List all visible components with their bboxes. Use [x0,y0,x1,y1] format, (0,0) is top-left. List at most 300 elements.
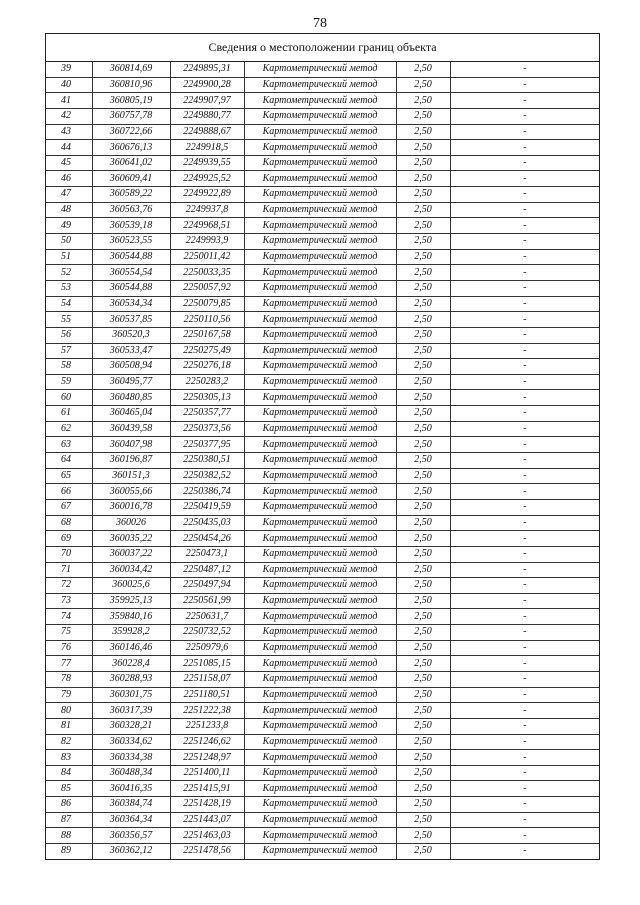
accuracy-cell: 2,50 [396,531,450,547]
table-row [46,343,599,359]
x-coordinate-cell: 360034,42 [92,562,170,578]
point-number-cell: 46 [46,171,92,187]
accuracy-cell: 2,50 [396,234,450,250]
table-row [46,453,599,469]
y-coordinate-cell: 2249907,97 [170,93,244,109]
table-row [46,468,599,484]
accuracy-cell: 2,50 [396,265,450,281]
accuracy-cell: 2,50 [396,62,450,77]
table-row [46,515,599,531]
method-cell: Картометрический метод [244,437,396,453]
description-cell: - [450,406,599,422]
point-number-cell: 48 [46,202,92,218]
method-cell: Картометрический метод [244,562,396,578]
accuracy-cell: 2,50 [396,499,450,515]
y-coordinate-cell: 2250487,12 [170,562,244,578]
table-row [46,296,599,312]
description-cell: - [450,718,599,734]
table-row [46,765,599,781]
x-coordinate-cell: 360563,76 [92,202,170,218]
description-cell: - [450,453,599,469]
description-cell: - [450,108,599,124]
description-cell: - [450,93,599,109]
point-number-cell: 47 [46,187,92,203]
y-coordinate-cell: 2249968,51 [170,218,244,234]
table-row [46,124,599,140]
accuracy-cell: 2,50 [396,671,450,687]
x-coordinate-cell: 360362,12 [92,844,170,859]
method-cell: Картометрический метод [244,234,396,250]
table-row [46,437,599,453]
table-row [46,108,599,124]
accuracy-cell: 2,50 [396,187,450,203]
method-cell: Картометрический метод [244,62,396,77]
point-number-cell: 68 [46,515,92,531]
x-coordinate-cell: 359840,16 [92,609,170,625]
table-heading: Сведения о местоположении границ объекта [46,34,599,62]
x-coordinate-cell: 360520,3 [92,327,170,343]
description-cell: - [450,828,599,844]
accuracy-cell: 2,50 [396,484,450,500]
point-number-cell: 76 [46,640,92,656]
y-coordinate-cell: 2250110,56 [170,312,244,328]
description-cell: - [450,343,599,359]
accuracy-cell: 2,50 [396,296,450,312]
description-cell: - [450,468,599,484]
y-coordinate-cell: 2251233,8 [170,718,244,734]
description-cell: - [450,484,599,500]
x-coordinate-cell: 360480,85 [92,390,170,406]
y-coordinate-cell: 2250454,26 [170,531,244,547]
description-cell: - [450,312,599,328]
table-row [46,844,599,859]
y-coordinate-cell: 2250386,74 [170,484,244,500]
y-coordinate-cell: 2249937,8 [170,202,244,218]
x-coordinate-cell: 360407,98 [92,437,170,453]
y-coordinate-cell: 2249993,9 [170,234,244,250]
accuracy-cell: 2,50 [396,656,450,672]
method-cell: Картометрический метод [244,844,396,859]
method-cell: Картометрический метод [244,421,396,437]
table-body [46,62,599,859]
accuracy-cell: 2,50 [396,374,450,390]
table-row [46,171,599,187]
table-row [46,671,599,687]
method-cell: Картометрический метод [244,656,396,672]
accuracy-cell: 2,50 [396,797,450,813]
accuracy-cell: 2,50 [396,718,450,734]
y-coordinate-cell: 2249880,77 [170,108,244,124]
y-coordinate-cell: 2250276,18 [170,359,244,375]
method-cell: Картометрический метод [244,312,396,328]
accuracy-cell: 2,50 [396,828,450,844]
point-number-cell: 72 [46,578,92,594]
point-number-cell: 89 [46,844,92,859]
description-cell: - [450,640,599,656]
accuracy-cell: 2,50 [396,593,450,609]
point-number-cell: 66 [46,484,92,500]
point-number-cell: 65 [46,468,92,484]
table-row [46,812,599,828]
y-coordinate-cell: 2251085,15 [170,656,244,672]
x-coordinate-cell: 360544,88 [92,249,170,265]
table-row [46,797,599,813]
description-cell: - [450,593,599,609]
y-coordinate-cell: 2249925,52 [170,171,244,187]
method-cell: Картометрический метод [244,468,396,484]
accuracy-cell: 2,50 [396,359,450,375]
point-number-cell: 61 [46,406,92,422]
method-cell: Картометрический метод [244,531,396,547]
accuracy-cell: 2,50 [396,77,450,93]
accuracy-cell: 2,50 [396,343,450,359]
method-cell: Картометрический метод [244,343,396,359]
table-row [46,374,599,390]
accuracy-cell: 2,50 [396,140,450,156]
y-coordinate-cell: 2250732,52 [170,625,244,641]
point-number-cell: 55 [46,312,92,328]
y-coordinate-cell: 2251400,11 [170,765,244,781]
y-coordinate-cell: 2250979,6 [170,640,244,656]
y-coordinate-cell: 2251478,56 [170,844,244,859]
x-coordinate-cell: 360356,57 [92,828,170,844]
y-coordinate-cell: 2250079,85 [170,296,244,312]
description-cell: - [450,531,599,547]
x-coordinate-cell: 360533,47 [92,343,170,359]
x-coordinate-cell: 360439,58 [92,421,170,437]
y-coordinate-cell: 2250033,35 [170,265,244,281]
method-cell: Картометрический метод [244,265,396,281]
method-cell: Картометрический метод [244,625,396,641]
method-cell: Картометрический метод [244,374,396,390]
method-cell: Картометрический метод [244,187,396,203]
description-cell: - [450,499,599,515]
table-row [46,750,599,766]
description-cell: - [450,765,599,781]
accuracy-cell: 2,50 [396,421,450,437]
accuracy-cell: 2,50 [396,280,450,296]
point-number-cell: 45 [46,155,92,171]
y-coordinate-cell: 2250283,2 [170,374,244,390]
description-cell: - [450,781,599,797]
table-row [46,593,599,609]
description-cell: - [450,234,599,250]
x-coordinate-cell: 360534,34 [92,296,170,312]
method-cell: Картометрический метод [244,327,396,343]
point-number-cell: 50 [46,234,92,250]
point-number-cell: 79 [46,687,92,703]
method-cell: Картометрический метод [244,546,396,562]
y-coordinate-cell: 2249922,89 [170,187,244,203]
method-cell: Картометрический метод [244,77,396,93]
description-cell: - [450,562,599,578]
y-coordinate-cell: 2250473,1 [170,546,244,562]
accuracy-cell: 2,50 [396,108,450,124]
method-cell: Картометрический метод [244,734,396,750]
accuracy-cell: 2,50 [396,515,450,531]
point-number-cell: 82 [46,734,92,750]
x-coordinate-cell: 360026 [92,515,170,531]
y-coordinate-cell: 2250382,52 [170,468,244,484]
x-coordinate-cell: 360055,66 [92,484,170,500]
table-row [46,218,599,234]
y-coordinate-cell: 2250377,95 [170,437,244,453]
accuracy-cell: 2,50 [396,609,450,625]
x-coordinate-cell: 360288,93 [92,671,170,687]
table-row [46,718,599,734]
y-coordinate-cell: 2251222,38 [170,703,244,719]
accuracy-cell: 2,50 [396,781,450,797]
table-row [46,187,599,203]
y-coordinate-cell: 2250631,7 [170,609,244,625]
point-number-cell: 69 [46,531,92,547]
table-row [46,359,599,375]
y-coordinate-cell: 2251463,03 [170,828,244,844]
description-cell: - [450,421,599,437]
page-number: 78 [313,16,327,31]
method-cell: Картометрический метод [244,108,396,124]
x-coordinate-cell: 360151,3 [92,468,170,484]
table-row [46,140,599,156]
x-coordinate-cell: 360301,75 [92,687,170,703]
method-cell: Картометрический метод [244,593,396,609]
table-row [46,828,599,844]
x-coordinate-cell: 360334,62 [92,734,170,750]
method-cell: Картометрический метод [244,359,396,375]
description-cell: - [450,687,599,703]
x-coordinate-cell: 360757,78 [92,108,170,124]
x-coordinate-cell: 360146,46 [92,640,170,656]
x-coordinate-cell: 360544,88 [92,280,170,296]
x-coordinate-cell: 360589,22 [92,187,170,203]
point-number-cell: 80 [46,703,92,719]
x-coordinate-cell: 360641,02 [92,155,170,171]
point-number-cell: 88 [46,828,92,844]
table-row [46,734,599,750]
point-number-cell: 75 [46,625,92,641]
method-cell: Картометрический метод [244,171,396,187]
y-coordinate-cell: 2251180,51 [170,687,244,703]
point-number-cell: 56 [46,327,92,343]
x-coordinate-cell: 360676,13 [92,140,170,156]
y-coordinate-cell: 2251443,07 [170,812,244,828]
point-number-cell: 51 [46,249,92,265]
x-coordinate-cell: 360722,66 [92,124,170,140]
x-coordinate-cell: 360016,78 [92,499,170,515]
accuracy-cell: 2,50 [396,812,450,828]
description-cell: - [450,359,599,375]
accuracy-cell: 2,50 [396,93,450,109]
method-cell: Картометрический метод [244,202,396,218]
y-coordinate-cell: 2251428,19 [170,797,244,813]
table-row [46,421,599,437]
y-coordinate-cell: 2249895,31 [170,62,244,77]
x-coordinate-cell: 360523,55 [92,234,170,250]
y-coordinate-cell: 2249918,5 [170,140,244,156]
point-number-cell: 54 [46,296,92,312]
table-row [46,406,599,422]
accuracy-cell: 2,50 [396,750,450,766]
boundary-coordinates-table [46,62,599,859]
point-number-cell: 87 [46,812,92,828]
y-coordinate-cell: 2251246,62 [170,734,244,750]
description-cell: - [450,155,599,171]
accuracy-cell: 2,50 [396,625,450,641]
method-cell: Картометрический метод [244,703,396,719]
x-coordinate-cell: 360196,87 [92,453,170,469]
point-number-cell: 42 [46,108,92,124]
description-cell: - [450,140,599,156]
point-number-cell: 73 [46,593,92,609]
y-coordinate-cell: 2250011,42 [170,249,244,265]
method-cell: Картометрический метод [244,828,396,844]
table-row [46,578,599,594]
y-coordinate-cell: 2249939,55 [170,155,244,171]
description-cell: - [450,671,599,687]
point-number-cell: 41 [46,93,92,109]
x-coordinate-cell: 360537,85 [92,312,170,328]
method-cell: Картометрический метод [244,93,396,109]
description-cell: - [450,844,599,859]
table-row [46,781,599,797]
point-number-cell: 67 [46,499,92,515]
table-row [46,62,599,77]
method-cell: Картометрический метод [244,218,396,234]
description-cell: - [450,62,599,77]
x-coordinate-cell: 360228,4 [92,656,170,672]
method-cell: Картометрический метод [244,812,396,828]
table-row [46,280,599,296]
table-row [46,234,599,250]
accuracy-cell: 2,50 [396,390,450,406]
point-number-cell: 77 [46,656,92,672]
description-cell: - [450,374,599,390]
accuracy-cell: 2,50 [396,406,450,422]
method-cell: Картометрический метод [244,797,396,813]
x-coordinate-cell: 360609,41 [92,171,170,187]
x-coordinate-cell: 360317,39 [92,703,170,719]
method-cell: Картометрический метод [244,781,396,797]
method-cell: Картометрический метод [244,640,396,656]
x-coordinate-cell: 360035,22 [92,531,170,547]
description-cell: - [450,171,599,187]
x-coordinate-cell: 360416,35 [92,781,170,797]
y-coordinate-cell: 2251415,91 [170,781,244,797]
y-coordinate-cell: 2250561,99 [170,593,244,609]
method-cell: Картометрический метод [244,453,396,469]
method-cell: Картометрический метод [244,296,396,312]
table-row [46,390,599,406]
method-cell: Картометрический метод [244,249,396,265]
table-row [46,656,599,672]
accuracy-cell: 2,50 [396,562,450,578]
description-cell: - [450,327,599,343]
x-coordinate-cell: 360508,94 [92,359,170,375]
accuracy-cell: 2,50 [396,640,450,656]
description-cell: - [450,390,599,406]
method-cell: Картометрический метод [244,280,396,296]
y-coordinate-cell: 2250167,58 [170,327,244,343]
x-coordinate-cell: 360328,21 [92,718,170,734]
table-row [46,531,599,547]
description-cell: - [450,625,599,641]
description-cell: - [450,812,599,828]
description-cell: - [450,218,599,234]
method-cell: Картометрический метод [244,406,396,422]
point-number-cell: 81 [46,718,92,734]
point-number-cell: 59 [46,374,92,390]
table-row [46,265,599,281]
point-number-cell: 49 [46,218,92,234]
y-coordinate-cell: 2250435,03 [170,515,244,531]
accuracy-cell: 2,50 [396,171,450,187]
point-number-cell: 63 [46,437,92,453]
x-coordinate-cell: 360810,96 [92,77,170,93]
y-coordinate-cell: 2249900,28 [170,77,244,93]
x-coordinate-cell: 360465,04 [92,406,170,422]
table-row [46,155,599,171]
point-number-cell: 53 [46,280,92,296]
description-cell: - [450,202,599,218]
point-number-cell: 85 [46,781,92,797]
description-cell: - [450,124,599,140]
description-cell: - [450,249,599,265]
table-row [46,249,599,265]
accuracy-cell: 2,50 [396,202,450,218]
method-cell: Картометрический метод [244,718,396,734]
accuracy-cell: 2,50 [396,703,450,719]
accuracy-cell: 2,50 [396,312,450,328]
table-row [46,609,599,625]
method-cell: Картометрический метод [244,390,396,406]
point-number-cell: 86 [46,797,92,813]
accuracy-cell: 2,50 [396,687,450,703]
method-cell: Картометрический метод [244,515,396,531]
x-coordinate-cell: 360384,74 [92,797,170,813]
description-cell: - [450,515,599,531]
point-number-cell: 84 [46,765,92,781]
table-row [46,312,599,328]
description-cell: - [450,578,599,594]
point-number-cell: 60 [46,390,92,406]
method-cell: Картометрический метод [244,484,396,500]
method-cell: Картометрический метод [244,124,396,140]
description-cell: - [450,187,599,203]
point-number-cell: 39 [46,62,92,77]
point-number-cell: 58 [46,359,92,375]
table-row [46,640,599,656]
method-cell: Картометрический метод [244,140,396,156]
description-cell: - [450,703,599,719]
accuracy-cell: 2,50 [396,453,450,469]
method-cell: Картометрический метод [244,750,396,766]
point-number-cell: 43 [46,124,92,140]
table-row [46,93,599,109]
accuracy-cell: 2,50 [396,765,450,781]
table-row [46,625,599,641]
y-coordinate-cell: 2250497,94 [170,578,244,594]
x-coordinate-cell: 360805,19 [92,93,170,109]
accuracy-cell: 2,50 [396,218,450,234]
accuracy-cell: 2,50 [396,578,450,594]
description-cell: - [450,296,599,312]
method-cell: Картометрический метод [244,578,396,594]
description-cell: - [450,280,599,296]
x-coordinate-cell: 360495,77 [92,374,170,390]
table-row [46,687,599,703]
description-cell: - [450,609,599,625]
accuracy-cell: 2,50 [396,249,450,265]
